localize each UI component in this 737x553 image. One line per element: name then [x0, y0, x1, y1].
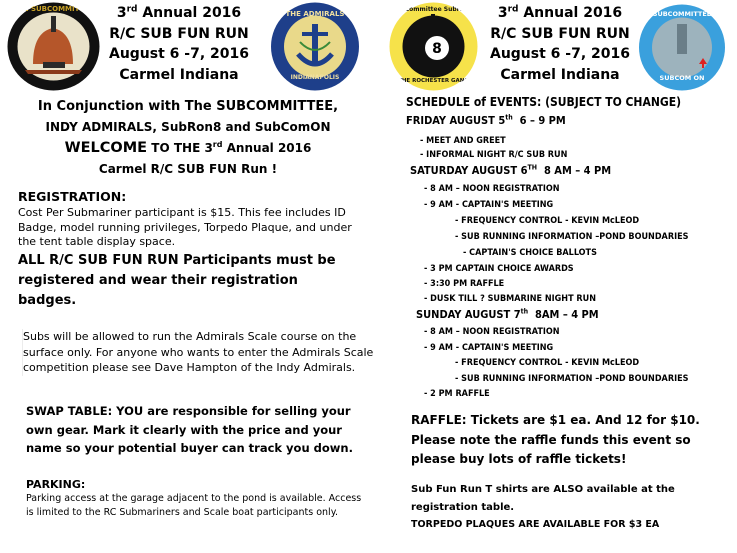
admirals-logo-bottom-text: INDIANAPOLIS — [290, 74, 340, 81]
subcomon-logo-top-text: SUBCOMMITTEE — [652, 10, 712, 18]
swap-table-text: SWAP TABLE: YOU are responsible for selling your own gear. Mark it clearly with the price and your name so your potential buyer can track you down. — [26, 404, 353, 455]
right-header-line4: Carmel Indiana — [500, 66, 620, 83]
schedule-sunday: SUNDAY AUGUST 7th 8AM – 4 PM — [416, 307, 599, 321]
raffle-section — [411, 411, 729, 470]
schedule-sun-item-1: - 8 AM – NOON REGISTRATION — [424, 327, 560, 337]
t-shirts-text: Sub Fun Run T shirts are ALSO available at the registration table. — [411, 484, 675, 513]
schedule-sat-item-3: - 3 PM CAPTAIN CHOICE AWARDS — [424, 264, 574, 274]
schedule-sat-subitem-2: - SUB RUNNING INFORMATION –POND BOUNDARIES — [455, 232, 689, 242]
schedule-sun-item-2: - 9 AM - CAPTAIN'S MEETING — [424, 343, 554, 353]
left-header-line1: 3rd Annual 2016 — [116, 4, 242, 21]
schedule-saturday: SATURDAY AUGUST 6TH 8 AM – 4 PM — [410, 163, 612, 177]
schedule-sat-subitem-3: - CAPTAIN'S CHOICE BALLOTS — [463, 248, 597, 258]
welcome-line: WELCOME TO THE 3rd Annual 2016 — [64, 140, 312, 156]
admirals-logo-top-text: THE ADMIRALS — [285, 10, 345, 18]
left-header-line3: August 6 -7, 2016 — [108, 46, 249, 62]
subcommittee-logo-text: THE SUBCOMMITTEE — [13, 5, 94, 13]
schedule-friday: FRIDAY AUGUST 5th 6 – 9 PM — [406, 113, 566, 127]
intro-line4: Carmel R/C SUB FUN Run ! — [98, 162, 278, 176]
schedule-fri-item-2: - INFORMAL NIGHT R/C SUB RUN — [420, 150, 568, 160]
schedule-title: SCHEDULE of EVENTS: (SUBJECT TO CHANGE) — [406, 95, 682, 109]
subron8-logo-bottom-text: THE ROCHESTER GANG — [398, 78, 469, 84]
schedule-sun-subitem-1: - FREQUENCY CONTROL - KEVIN McLEOD — [455, 358, 640, 368]
welcome-word: WELCOME — [64, 140, 148, 156]
extras-section — [411, 481, 729, 533]
raffle-text: RAFFLE: Tickets are $1 ea. And 12 for $10. Please note the raffle funds this event so please buy lots of raffle tickets! — [411, 413, 700, 466]
subron8-logo-top-text: Subcommittee Subron 8 — [392, 6, 475, 13]
right-header-line3: August 6 -7, 2016 — [489, 46, 630, 62]
svg-text:8: 8 — [432, 41, 442, 57]
parking-heading: PARKING: — [26, 478, 86, 491]
admirals-course-text: Subs will be allowed to run the Admirals Scale course on the surface only. For anyone who wants to enter the Admirals Scale competition please see Dave Hampton of the Indy Admirals. — [23, 330, 374, 374]
right-header-line2: R/C SUB FUN RUN — [490, 25, 630, 42]
registration-body: Cost Per Submariner participant is $15. This fee includes ID Badge, model running privileges, Torpedo Plaque, and under the tent table display space. — [18, 206, 352, 248]
schedule-sun-subitem-2: - SUB RUNNING INFORMATION –POND BOUNDARIES — [455, 374, 689, 384]
left-header-line2: R/C SUB FUN RUN — [109, 25, 249, 42]
registration-heading: REGISTRATION: — [18, 189, 127, 204]
schedule-fri-item-1: - MEET AND GREET — [420, 136, 506, 146]
schedule-sat-item-2: - 9 AM - CAPTAIN'S MEETING — [424, 200, 554, 210]
intro-line1: In Conjunction with The SUBCOMMITTEE, — [37, 99, 339, 114]
schedule-sat-item-5: - DUSK TILL ? SUBMARINE NIGHT RUN — [424, 294, 596, 304]
right-header-line1: 3rd Annual 2016 — [497, 4, 623, 21]
schedule-sat-item-1: - 8 AM – NOON REGISTRATION — [424, 184, 560, 194]
parking-text: Parking access at the garage adjacent to the pond is available. Access is limited to the RC Submariners and Scale boat participants only. — [26, 493, 362, 518]
left-header-line4: Carmel Indiana — [119, 66, 239, 83]
torpedo-plaques-text: TORPEDO PLAQUES ARE AVAILABLE FOR $3 EA — [411, 519, 660, 530]
schedule-sun-item-3: - 2 PM RAFFLE — [424, 389, 490, 399]
intro-line2: INDY ADMIRALS, SubRon8 and SubComON — [45, 120, 331, 134]
registration-notice: ALL R/C SUB FUN RUN Participants must be registered and wear their registration badges. — [18, 252, 336, 308]
subcomon-logo-bottom-text: SUBCOM ON — [659, 74, 705, 82]
schedule-sat-item-4: - 3:30 PM RAFFLE — [424, 279, 505, 289]
schedule-sat-subitem-1: - FREQUENCY CONTROL - KEVIN McLEOD — [455, 216, 640, 226]
